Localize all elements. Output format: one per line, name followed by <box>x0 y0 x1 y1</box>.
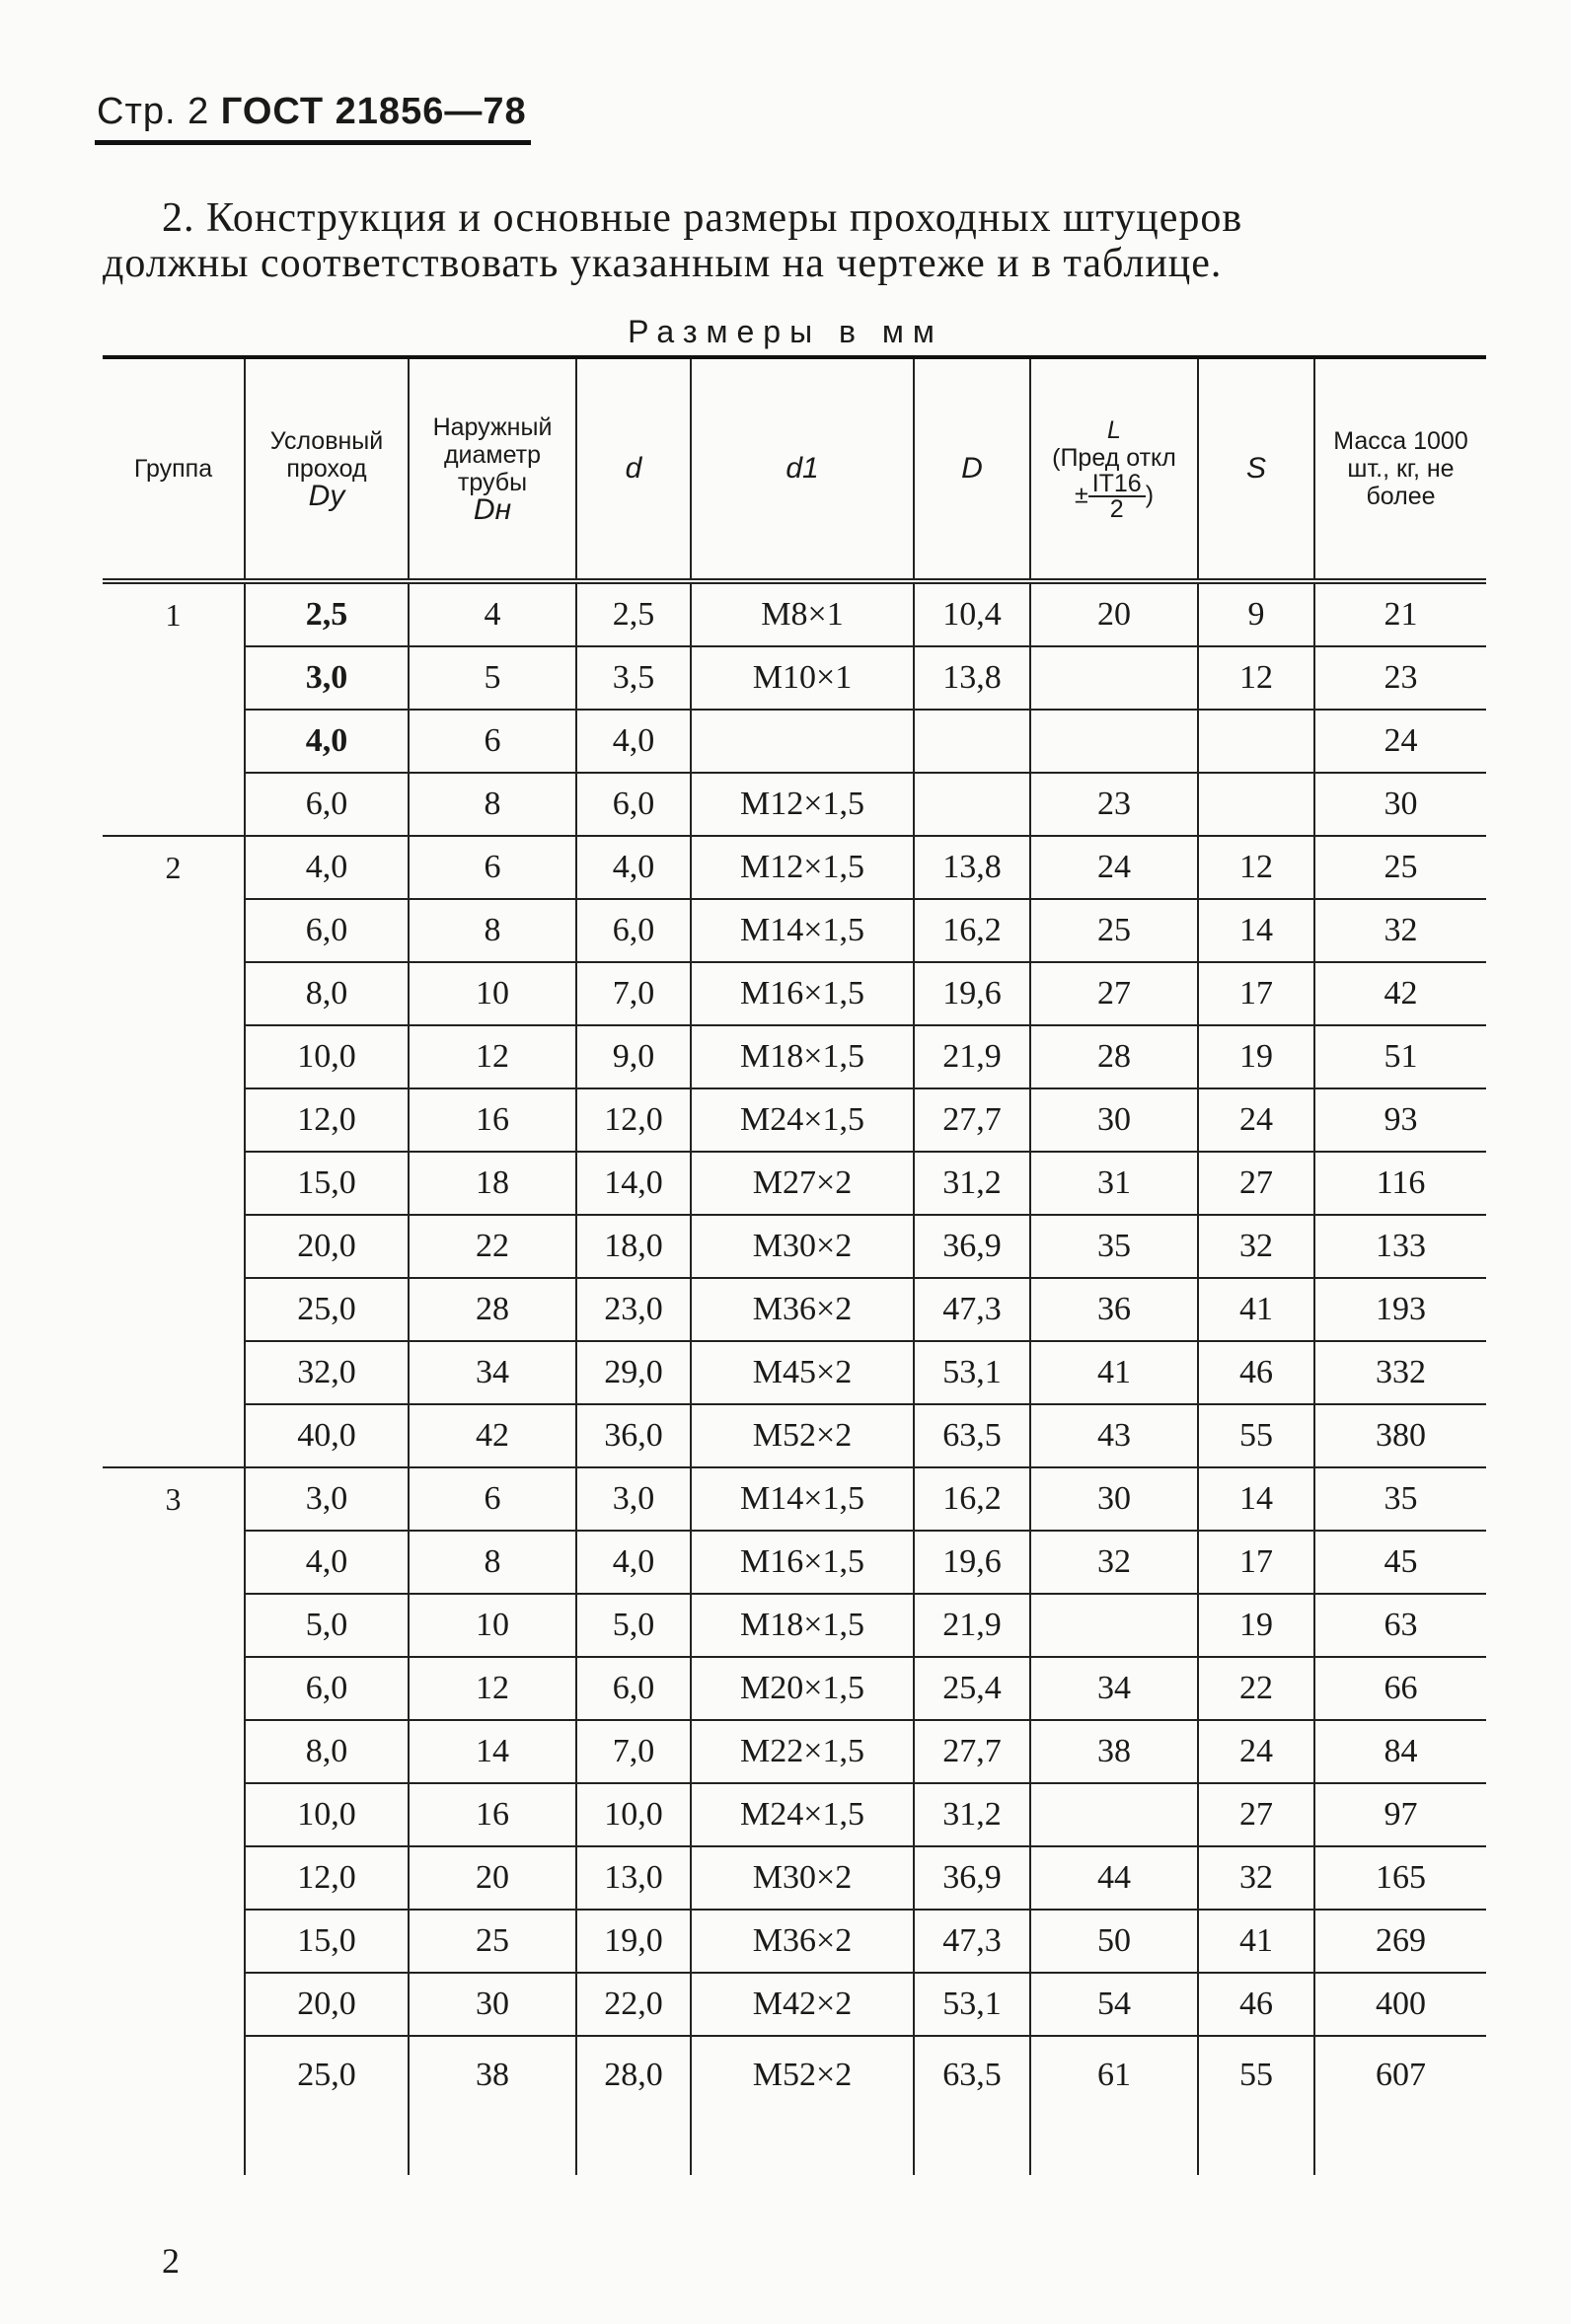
cell-L: 25 <box>1030 899 1198 962</box>
units-caption: Размеры в мм <box>628 314 943 349</box>
group-cell <box>103 1404 245 1467</box>
cell-dy: 25,0 <box>245 2036 409 2175</box>
cell-S: 46 <box>1198 1341 1314 1404</box>
group-cell <box>103 1720 245 1783</box>
cell-D: 47,3 <box>914 1278 1030 1341</box>
cell-dy: 3,0 <box>245 646 409 710</box>
cell-L: 28 <box>1030 1025 1198 1088</box>
table-row <box>103 1846 1486 1910</box>
cell-dy: 6,0 <box>245 1657 409 1720</box>
cell-L: 36 <box>1030 1278 1198 1341</box>
cell-dn: 28 <box>409 1278 576 1341</box>
cell-d1: M27×2 <box>691 1152 914 1215</box>
cell-D: 53,1 <box>914 1973 1030 2036</box>
table-row <box>103 581 1486 646</box>
cell-d: 13,0 <box>576 1846 691 1910</box>
table-row <box>103 1467 1486 1531</box>
cell-d: 14,0 <box>576 1152 691 1215</box>
cell-S: 14 <box>1198 1467 1314 1531</box>
cell-D: 47,3 <box>914 1910 1030 1973</box>
cell-L: 27 <box>1030 962 1198 1025</box>
cell-d: 19,0 <box>576 1910 691 1973</box>
cell-mass: 45 <box>1314 1531 1486 1594</box>
cell-d: 4,0 <box>576 710 691 773</box>
cell-mass: 193 <box>1314 1278 1486 1341</box>
cell-d1: M30×2 <box>691 1846 914 1910</box>
cell-d1: M16×1,5 <box>691 1531 914 1594</box>
cell-D: 16,2 <box>914 899 1030 962</box>
table-row <box>103 1973 1486 2036</box>
cell-d1: M24×1,5 <box>691 1088 914 1152</box>
cell-dn: 8 <box>409 773 576 836</box>
table-row <box>103 1404 1486 1467</box>
cell-D: 16,2 <box>914 1467 1030 1531</box>
cell-L: 44 <box>1030 1846 1198 1910</box>
cell-dn: 12 <box>409 1657 576 1720</box>
cell-d: 23,0 <box>576 1278 691 1341</box>
cell-S: 19 <box>1198 1594 1314 1657</box>
group-cell <box>103 646 245 710</box>
cell-d: 36,0 <box>576 1404 691 1467</box>
cell-mass: 97 <box>1314 1783 1486 1846</box>
cell-S <box>1198 773 1314 836</box>
cell-dn: 4 <box>409 581 576 646</box>
cell-mass: 23 <box>1314 646 1486 710</box>
cell-L: 24 <box>1030 836 1198 899</box>
tolerance-fraction: $\frac{IT16}{2}$ <box>1088 472 1146 521</box>
cell-dy: 12,0 <box>245 1088 409 1152</box>
cell-D: 31,2 <box>914 1783 1030 1846</box>
cell-d: 5,0 <box>576 1594 691 1657</box>
cell-mass: 30 <box>1314 773 1486 836</box>
cell-D: 36,9 <box>914 1215 1030 1278</box>
cell-dn: 10 <box>409 962 576 1025</box>
cell-S: 32 <box>1198 1846 1314 1910</box>
group-cell: 2 <box>103 836 245 899</box>
cell-D: 19,6 <box>914 962 1030 1025</box>
group-cell <box>103 1088 245 1152</box>
group-cell <box>103 1846 245 1910</box>
intro-line-2: должны соответствовать указанным на чертеже и в таблице. <box>103 241 1223 286</box>
cell-mass: 165 <box>1314 1846 1486 1910</box>
cell-S: 24 <box>1198 1720 1314 1783</box>
cell-L: 30 <box>1030 1467 1198 1531</box>
cell-d: 3,5 <box>576 646 691 710</box>
cell-S: 14 <box>1198 899 1314 962</box>
cell-S: 27 <box>1198 1152 1314 1215</box>
page-header <box>97 91 527 133</box>
cell-d1: M42×2 <box>691 1973 914 2036</box>
cell-mass: 66 <box>1314 1657 1486 1720</box>
cell-dn: 18 <box>409 1152 576 1215</box>
cell-d1: M12×1,5 <box>691 836 914 899</box>
cell-S: 19 <box>1198 1025 1314 1088</box>
cell-L: 50 <box>1030 1910 1198 1973</box>
cell-dn: 8 <box>409 899 576 962</box>
group-cell <box>103 710 245 773</box>
group-cell <box>103 1783 245 1846</box>
col-D: D <box>914 357 1030 581</box>
table-row <box>103 2036 1486 2175</box>
cell-dn: 20 <box>409 1846 576 1910</box>
cell-S: 24 <box>1198 1088 1314 1152</box>
col-L: L (Пред откл ± $\frac{IT16}{2}$ ) <box>1030 357 1198 581</box>
cell-d: 12,0 <box>576 1088 691 1152</box>
group-cell <box>103 1657 245 1720</box>
group-cell <box>103 899 245 962</box>
cell-dy: 4,0 <box>245 1531 409 1594</box>
cell-d1: M12×1,5 <box>691 773 914 836</box>
cell-dy: 32,0 <box>245 1341 409 1404</box>
cell-d: 2,5 <box>576 581 691 646</box>
group-cell <box>103 1278 245 1341</box>
cell-S: 12 <box>1198 836 1314 899</box>
cell-mass: 63 <box>1314 1594 1486 1657</box>
cell-S: 41 <box>1198 1910 1314 1973</box>
cell-mass: 42 <box>1314 962 1486 1025</box>
cell-dn: 6 <box>409 1467 576 1531</box>
cell-mass: 133 <box>1314 1215 1486 1278</box>
cell-d1: M36×2 <box>691 1278 914 1341</box>
table-row <box>103 1657 1486 1720</box>
cell-dy: 20,0 <box>245 1973 409 2036</box>
cell-D: 10,4 <box>914 581 1030 646</box>
intro-paragraph <box>103 195 1484 286</box>
cell-d1 <box>691 710 914 773</box>
group-cell <box>103 1215 245 1278</box>
cell-mass: 35 <box>1314 1467 1486 1531</box>
col-S: S <box>1198 357 1314 581</box>
cell-dy: 3,0 <box>245 1467 409 1531</box>
cell-L: 20 <box>1030 581 1198 646</box>
cell-mass: 93 <box>1314 1088 1486 1152</box>
dimensions-table <box>103 355 1486 2175</box>
cell-D: 31,2 <box>914 1152 1030 1215</box>
group-cell <box>103 1531 245 1594</box>
cell-S: 12 <box>1198 646 1314 710</box>
cell-dn: 16 <box>409 1783 576 1846</box>
table-row <box>103 962 1486 1025</box>
group-cell <box>103 962 245 1025</box>
table-header <box>103 357 1486 581</box>
cell-mass: 116 <box>1314 1152 1486 1215</box>
cell-d1: M18×1,5 <box>691 1025 914 1088</box>
cell-dy: 10,0 <box>245 1025 409 1088</box>
cell-mass: 32 <box>1314 899 1486 962</box>
cell-D: 19,6 <box>914 1531 1030 1594</box>
cell-dy: 20,0 <box>245 1215 409 1278</box>
intro-line-1: 2. Конструкция и основные размеры проходных штуцеров <box>162 195 1243 241</box>
cell-d: 9,0 <box>576 1025 691 1088</box>
cell-D: 63,5 <box>914 1404 1030 1467</box>
cell-L: 38 <box>1030 1720 1198 1783</box>
cell-L: 31 <box>1030 1152 1198 1215</box>
cell-dn: 12 <box>409 1025 576 1088</box>
cell-mass: 269 <box>1314 1910 1486 1973</box>
cell-dy: 6,0 <box>245 899 409 962</box>
table-row <box>103 899 1486 962</box>
cell-L: 43 <box>1030 1404 1198 1467</box>
cell-d1: M30×2 <box>691 1215 914 1278</box>
col-dn: Наружный диаметр трубы Dн <box>409 357 576 581</box>
cell-dy: 6,0 <box>245 773 409 836</box>
col-group: Группа <box>103 357 245 581</box>
cell-S: 17 <box>1198 1531 1314 1594</box>
cell-d: 6,0 <box>576 773 691 836</box>
cell-dn: 42 <box>409 1404 576 1467</box>
cell-S: 55 <box>1198 2036 1314 2175</box>
group-cell <box>103 2036 245 2175</box>
table-row <box>103 1720 1486 1783</box>
cell-D: 53,1 <box>914 1341 1030 1404</box>
cell-dy: 40,0 <box>245 1404 409 1467</box>
cell-L: 61 <box>1030 2036 1198 2175</box>
group-cell <box>103 1341 245 1404</box>
cell-dy: 12,0 <box>245 1846 409 1910</box>
cell-dy: 8,0 <box>245 1720 409 1783</box>
table-row <box>103 773 1486 836</box>
cell-D: 63,5 <box>914 2036 1030 2175</box>
cell-mass: 51 <box>1314 1025 1486 1088</box>
cell-L: 23 <box>1030 773 1198 836</box>
cell-dy: 2,5 <box>245 581 409 646</box>
cell-d: 6,0 <box>576 899 691 962</box>
col-d: d <box>576 357 691 581</box>
cell-dn: 22 <box>409 1215 576 1278</box>
cell-S: 55 <box>1198 1404 1314 1467</box>
cell-D: 21,9 <box>914 1025 1030 1088</box>
table-row <box>103 1910 1486 1973</box>
cell-mass: 21 <box>1314 581 1486 646</box>
cell-L <box>1030 1594 1198 1657</box>
cell-D: 27,7 <box>914 1088 1030 1152</box>
cell-dn: 30 <box>409 1973 576 2036</box>
page-number: 2 <box>162 2241 180 2281</box>
cell-d1: M45×2 <box>691 1341 914 1404</box>
cell-dy: 5,0 <box>245 1594 409 1657</box>
table-row <box>103 836 1486 899</box>
col-d1: d1 <box>691 357 914 581</box>
cell-d1: M14×1,5 <box>691 1467 914 1531</box>
cell-L: 41 <box>1030 1341 1198 1404</box>
cell-mass: 380 <box>1314 1404 1486 1467</box>
cell-d: 4,0 <box>576 1531 691 1594</box>
cell-dn: 6 <box>409 710 576 773</box>
table-row <box>103 1152 1486 1215</box>
cell-L <box>1030 1783 1198 1846</box>
cell-dy: 10,0 <box>245 1783 409 1846</box>
group-cell: 3 <box>103 1467 245 1531</box>
cell-D: 13,8 <box>914 836 1030 899</box>
cell-L: 32 <box>1030 1531 1198 1594</box>
cell-S: 27 <box>1198 1783 1314 1846</box>
cell-S: 41 <box>1198 1278 1314 1341</box>
group-cell <box>103 1152 245 1215</box>
cell-dn: 6 <box>409 836 576 899</box>
cell-L <box>1030 646 1198 710</box>
cell-d1: M20×1,5 <box>691 1657 914 1720</box>
cell-d1: M14×1,5 <box>691 899 914 962</box>
cell-mass: 84 <box>1314 1720 1486 1783</box>
table-row <box>103 1088 1486 1152</box>
cell-mass: 607 <box>1314 2036 1486 2175</box>
cell-dn: 14 <box>409 1720 576 1783</box>
cell-S: 9 <box>1198 581 1314 646</box>
cell-d1: M10×1 <box>691 646 914 710</box>
cell-dy: 4,0 <box>245 836 409 899</box>
cell-dy: 15,0 <box>245 1152 409 1215</box>
cell-d1: M36×2 <box>691 1910 914 1973</box>
cell-d1: M52×2 <box>691 2036 914 2175</box>
page-label: Стр. 2 <box>97 91 210 132</box>
cell-D: 13,8 <box>914 646 1030 710</box>
cell-dn: 38 <box>409 2036 576 2175</box>
cell-d1: M8×1 <box>691 581 914 646</box>
cell-d: 10,0 <box>576 1783 691 1846</box>
cell-mass: 25 <box>1314 836 1486 899</box>
cell-mass: 24 <box>1314 710 1486 773</box>
table-row <box>103 710 1486 773</box>
cell-D: 25,4 <box>914 1657 1030 1720</box>
cell-D: 27,7 <box>914 1720 1030 1783</box>
table-row <box>103 1025 1486 1088</box>
cell-D: 36,9 <box>914 1846 1030 1910</box>
cell-S: 46 <box>1198 1973 1314 2036</box>
cell-d: 3,0 <box>576 1467 691 1531</box>
col-dy: Условный проход Dу <box>245 357 409 581</box>
group-cell <box>103 773 245 836</box>
cell-dn: 10 <box>409 1594 576 1657</box>
cell-L: 34 <box>1030 1657 1198 1720</box>
group-cell: 1 <box>165 597 182 633</box>
table-row <box>103 1278 1486 1341</box>
col-mass: Масса 1000 шт., кг, не более <box>1314 357 1486 581</box>
cell-d: 22,0 <box>576 1973 691 2036</box>
cell-mass: 332 <box>1314 1341 1486 1404</box>
cell-dn: 5 <box>409 646 576 710</box>
cell-d: 7,0 <box>576 1720 691 1783</box>
cell-dn: 16 <box>409 1088 576 1152</box>
table-row <box>103 1215 1486 1278</box>
cell-mass: 400 <box>1314 1973 1486 2036</box>
cell-dn: 8 <box>409 1531 576 1594</box>
group-cell <box>103 1910 245 1973</box>
cell-D <box>914 710 1030 773</box>
cell-S <box>1198 710 1314 773</box>
cell-L: 35 <box>1030 1215 1198 1278</box>
cell-S: 17 <box>1198 962 1314 1025</box>
cell-dy: 8,0 <box>245 962 409 1025</box>
cell-S: 22 <box>1198 1657 1314 1720</box>
cell-d: 6,0 <box>576 1657 691 1720</box>
cell-dy: 15,0 <box>245 1910 409 1973</box>
standard-code: ГОСТ 21856—78 <box>220 91 527 132</box>
table-row <box>103 1783 1486 1846</box>
cell-d1: M22×1,5 <box>691 1720 914 1783</box>
table-row <box>103 646 1486 710</box>
cell-d: 7,0 <box>576 962 691 1025</box>
cell-d1: M16×1,5 <box>691 962 914 1025</box>
group-cell <box>103 1973 245 2036</box>
cell-S: 32 <box>1198 1215 1314 1278</box>
cell-D: 21,9 <box>914 1594 1030 1657</box>
cell-d: 29,0 <box>576 1341 691 1404</box>
cell-dn: 25 <box>409 1910 576 1973</box>
table-row <box>103 1531 1486 1594</box>
group-cell <box>103 1025 245 1088</box>
cell-d: 4,0 <box>576 836 691 899</box>
cell-dy: 4,0 <box>245 710 409 773</box>
cell-d1: M52×2 <box>691 1404 914 1467</box>
cell-d1: M18×1,5 <box>691 1594 914 1657</box>
table-row <box>103 1594 1486 1657</box>
cell-L: 54 <box>1030 1973 1198 2036</box>
table-row <box>103 1341 1486 1404</box>
table-body <box>103 581 1486 2175</box>
cell-d: 18,0 <box>576 1215 691 1278</box>
cell-dy: 25,0 <box>245 1278 409 1341</box>
cell-d: 28,0 <box>576 2036 691 2175</box>
cell-D <box>914 773 1030 836</box>
cell-L <box>1030 710 1198 773</box>
group-cell <box>103 1594 245 1657</box>
header-rule <box>95 140 531 145</box>
cell-L: 30 <box>1030 1088 1198 1152</box>
cell-dn: 34 <box>409 1341 576 1404</box>
cell-d1: M24×1,5 <box>691 1783 914 1846</box>
